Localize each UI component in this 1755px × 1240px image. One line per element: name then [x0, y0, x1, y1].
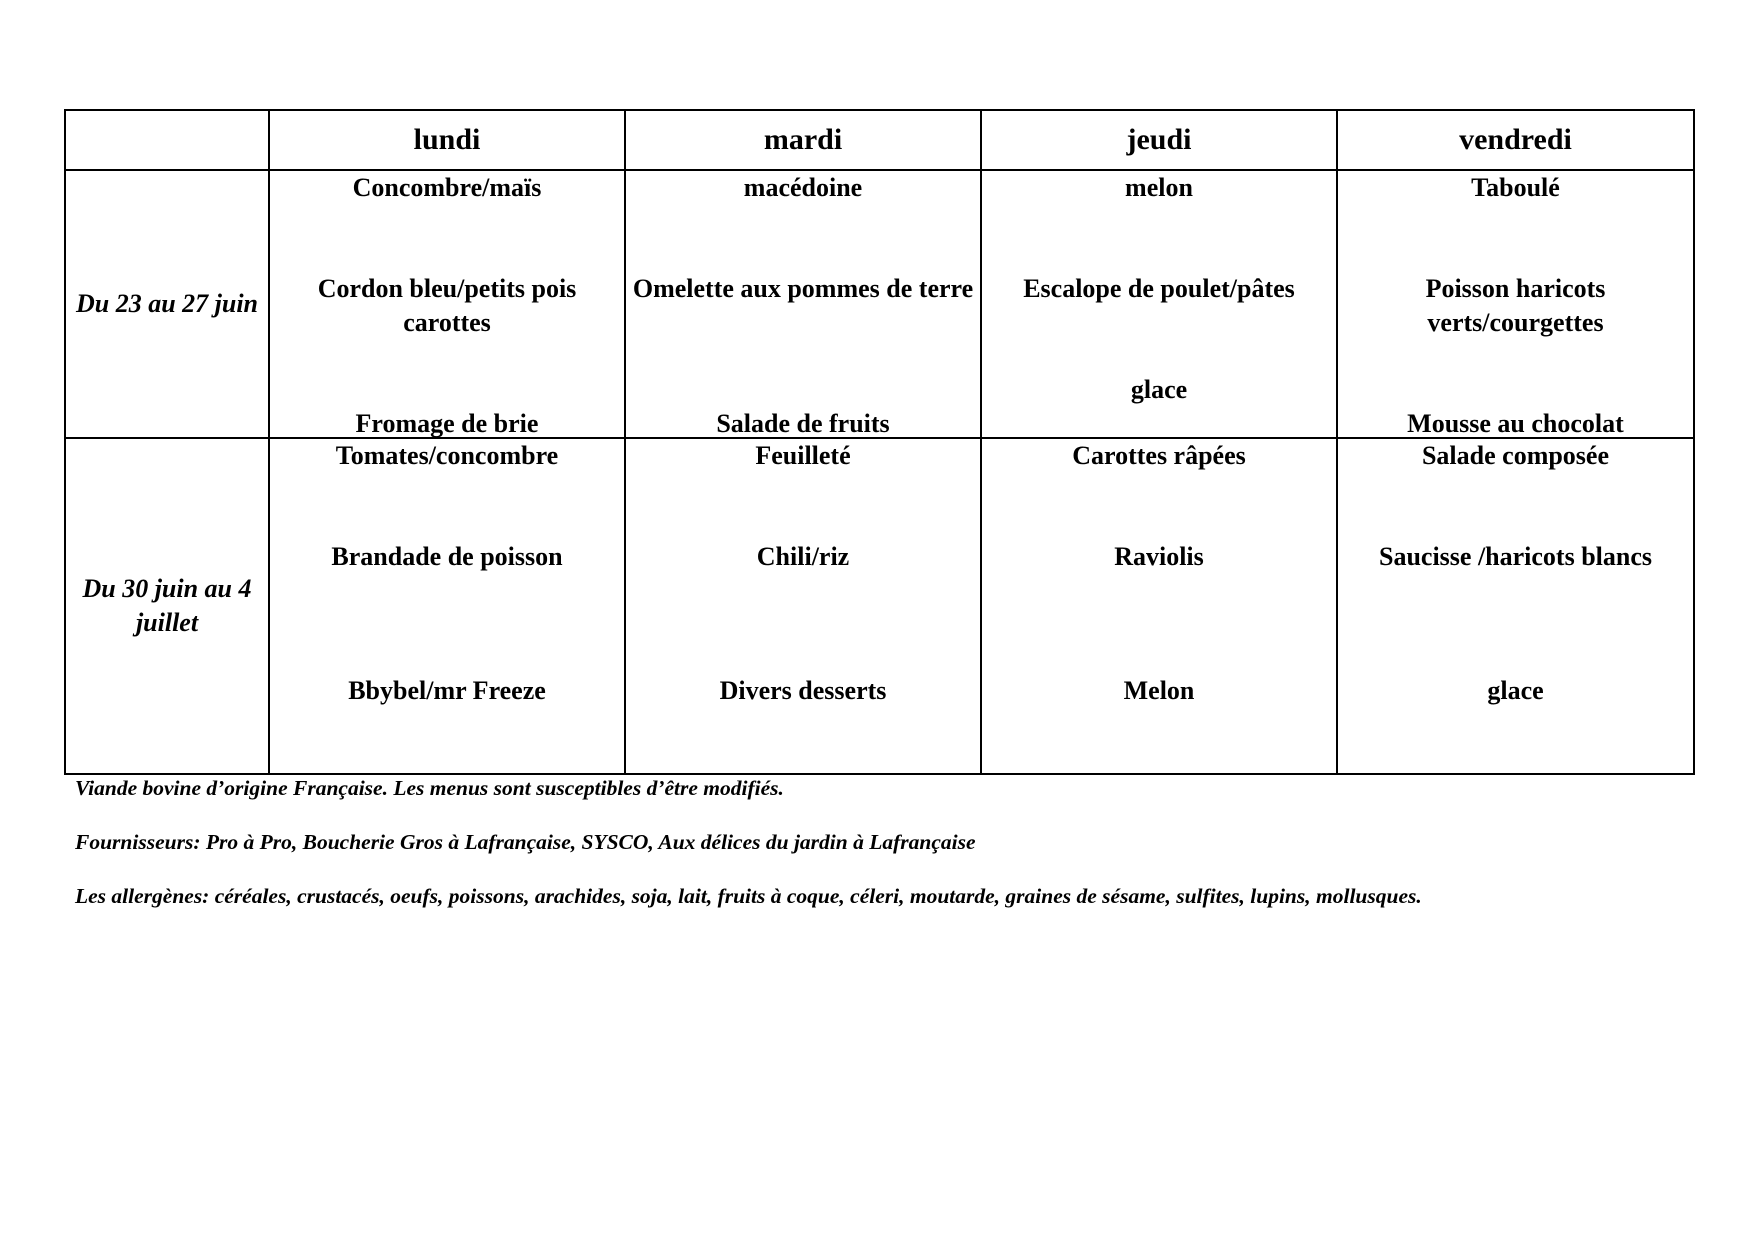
main-dish-text: Brandade de poisson	[331, 542, 563, 571]
week-label: Du 30 juin au 4 juillet	[65, 438, 269, 774]
starter-text: Tomates/concombre	[335, 441, 559, 470]
dessert-text: Bbybel/mr Freeze	[348, 676, 546, 705]
dessert-text: Divers desserts	[719, 676, 887, 705]
footer-notes	[75, 774, 1422, 936]
main-dish-text: Poisson haricots verts/courgettes	[1425, 274, 1606, 337]
suppliers-note: Fournisseurs: Pro à Pro, Boucherie Gros à Lafrançaise, SYSCO, Aux délices du jardin à Lafrançaise	[75, 830, 976, 854]
week-row-2	[65, 438, 1694, 774]
header-corner-cell	[65, 110, 269, 170]
allergens-note: Les allergènes: céréales, crustacés, oeufs, poissons, arachides, soja, lait, fruits à coque, céleri, moutarde, graines de sésame, sulfites, lupins, mollusques.	[75, 884, 1422, 908]
menu-cell-mardi	[625, 170, 981, 438]
header-day-jeudi: jeudi	[981, 110, 1337, 170]
main-dish-text: Cordon bleu/petits pois carottes	[317, 274, 577, 337]
menu-cell-mardi	[625, 438, 981, 774]
dessert-text: Mousse au chocolat	[1407, 409, 1624, 438]
menu-cell-lundi	[269, 438, 625, 774]
header-day-mardi: mardi	[625, 110, 981, 170]
header-row	[65, 110, 1694, 170]
starter-text: macédoine	[743, 173, 863, 202]
starter-text: Salade composée	[1421, 441, 1610, 470]
week-label: Du 23 au 27 juin	[65, 170, 269, 438]
dessert-text: glace	[1130, 375, 1188, 404]
menu-cell-lundi	[269, 170, 625, 438]
main-dish-text: Omelette aux pommes de terre	[632, 274, 974, 303]
week-row-1	[65, 170, 1694, 438]
dessert-text: glace	[1487, 676, 1544, 705]
starter-text: melon	[1125, 173, 1193, 202]
main-dish-text: Chili/riz	[756, 542, 850, 571]
main-dish-text: Escalope de poulet/pâtes	[1023, 274, 1295, 303]
dessert-text: Salade de fruits	[716, 409, 890, 438]
menu-cell-vendredi	[1337, 170, 1694, 438]
starter-text: Carottes râpées	[1072, 441, 1246, 470]
dessert-text: Melon	[1123, 676, 1195, 705]
main-dish-text: Saucisse /haricots blancs	[1378, 542, 1653, 571]
starter-text: Feuilleté	[755, 441, 851, 470]
header-day-lundi: lundi	[269, 110, 625, 170]
menu-cell-jeudi	[981, 170, 1337, 438]
meat-origin-note: Viande bovine d’origine Française. Les menus sont susceptibles d’être modifiés.	[75, 776, 784, 800]
header-day-vendredi: vendredi	[1337, 110, 1694, 170]
starter-text: Concombre/maïs	[352, 173, 542, 202]
menu-cell-jeudi	[981, 438, 1337, 774]
main-dish-text: Raviolis	[1114, 542, 1204, 571]
starter-text: Taboulé	[1471, 173, 1560, 202]
dessert-text: Fromage de brie	[355, 409, 539, 438]
menu-cell-vendredi	[1337, 438, 1694, 774]
menu-table	[64, 109, 1695, 775]
